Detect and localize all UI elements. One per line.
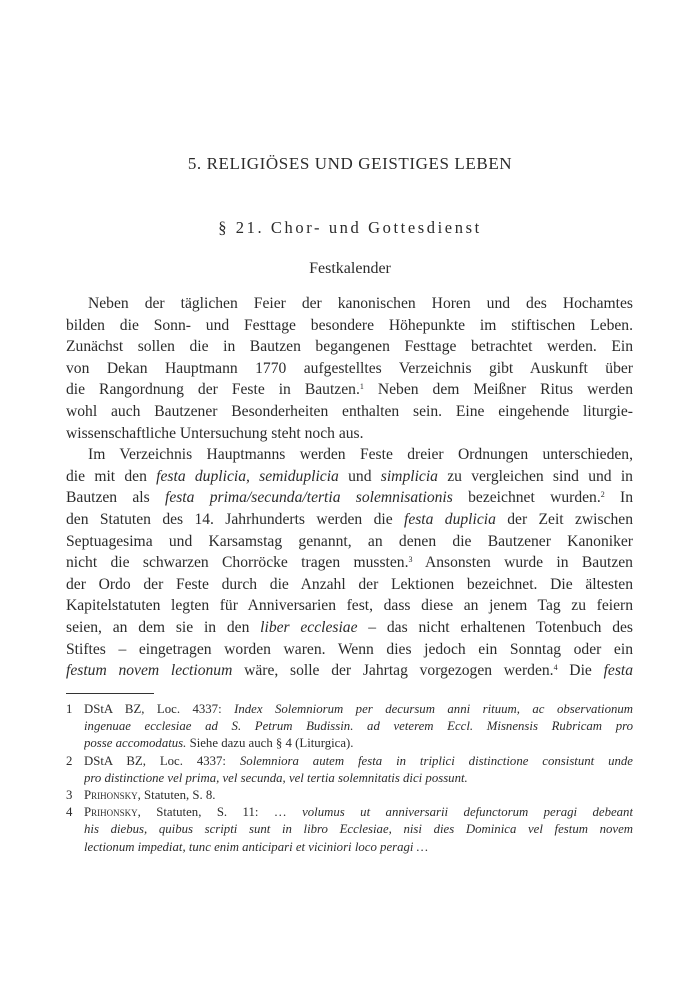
chapter-title: 5. RELIGIÖSES UND GEISTIGES LEBEN [187, 154, 513, 173]
italic-text: posse accomodatus. [84, 736, 187, 751]
text: Stiftes – eingetragen worden waren. Wenn dies jedoch ein Sonntag oder ein [66, 640, 633, 658]
text: Neben der täglichen Feier der kanonischen Horen und des Hochamtes [88, 295, 633, 312]
footnote [66, 753, 633, 787]
footnote-line [84, 770, 633, 787]
section-title: § 21. Chor- und Gottesdienst [218, 218, 482, 237]
body-line [66, 423, 633, 445]
text: – das nicht erhaltenen Totenbuch des [357, 618, 633, 636]
body-line [66, 552, 633, 574]
text: und [338, 467, 381, 485]
footnote-ref[interactable]: 1 [359, 382, 364, 392]
body-line [66, 336, 633, 358]
body-line [66, 358, 633, 380]
text: von Dekan Hauptmann 1770 aufgestelltes Verzeichnis gibt Auskunft über [66, 359, 633, 377]
text: zu vergleichen sind und in [437, 467, 633, 485]
footnotes [66, 701, 633, 856]
body-line [66, 379, 633, 401]
italic-text: his diebus, quibus scripti sunt in libro Ecclesiae, nisi dies Dominica vel festum novem [84, 822, 633, 837]
body-line [66, 595, 633, 617]
text: DStA BZ, Loc. 4337: [84, 753, 240, 768]
italic-term: festa [603, 662, 633, 680]
footnote-line [84, 701, 633, 718]
text: den Statuten des 14. Jahrhunderts werden die [66, 510, 393, 528]
text: der Ordo der Feste durch die Anzahl der Lektionen bezeichnet. Die ältesten [66, 575, 633, 593]
text: die mit den [66, 467, 147, 485]
text: der Zeit zwischen [495, 510, 633, 528]
text: , Statuten, S. 11: … [137, 805, 303, 820]
text: Neben dem Meißner Ritus werden [363, 381, 633, 399]
text: wäre, solle der Jahrtag vorgezogen werden. [244, 662, 554, 680]
text: Bautzen als [66, 489, 150, 507]
footnote [66, 787, 633, 804]
italic-term: festa duplicia, semiduplicia [156, 467, 339, 485]
text: die Rangordnung der Feste in Bautzen. [66, 381, 360, 399]
footnote-divider [66, 693, 154, 694]
footnote-line [84, 839, 633, 856]
text: Kapitelstatuten legten für Anniversarien fest, dass diese an jenem Tag zu feiern [66, 597, 633, 615]
italic-term: simplicia [380, 467, 438, 485]
body-text [66, 293, 633, 682]
footnote-number: 1 [66, 702, 73, 716]
text: Siehe dazu auch § 4 (Liturgica). [186, 736, 354, 751]
body-line [66, 487, 633, 509]
text: bezeichnet wurden. [452, 489, 601, 507]
footnote-line [84, 804, 633, 821]
text: seien, an dem sie in den [66, 618, 250, 636]
footnote-ref[interactable]: 3 [408, 555, 413, 565]
body-line [66, 639, 633, 661]
footnote-line [84, 787, 633, 804]
italic-text: Index Solemniorum per decursum anni rituum, ac observationum [234, 702, 633, 716]
body-line [66, 509, 633, 531]
body-line [66, 315, 633, 337]
text: Die [557, 662, 604, 680]
body-line [66, 444, 633, 466]
body-line [66, 293, 633, 315]
text: Zunächst sollen die in Bautzen begangenen Festtage betrachtet werden. Ein [66, 338, 633, 356]
footnote-line [84, 718, 633, 735]
footnote-number: 2 [66, 753, 73, 768]
footnote [66, 804, 633, 856]
author-name: Prihonsky [84, 787, 138, 802]
footnote-line [84, 735, 633, 752]
italic-term: festa duplicia [403, 510, 496, 528]
italic-term: festum novem lectionum [66, 662, 233, 680]
italic-text: ingenuae ecclesiae ad S. Petrum Budissin. ad veterem Eccl. Misnensis Rubricam pro [84, 719, 633, 734]
body-line [66, 660, 633, 682]
body-line [66, 574, 633, 596]
footnote-line [84, 821, 633, 838]
footnote [66, 701, 633, 753]
italic-text: Solemniora autem festa in triplici distinctione consistunt unde [239, 753, 633, 768]
footnote-number: 4 [66, 805, 73, 820]
author-name: Prihonsky [84, 805, 138, 820]
text: In [604, 489, 633, 507]
body-line [66, 401, 633, 423]
footnote-line [84, 753, 633, 770]
italic-text: pro distinctione vel prima, vel secunda, vel tertia solemnitatis dici possunt. [84, 770, 468, 785]
italic-text: volumus ut anniversarii defunctorum peragi debeant [302, 805, 633, 820]
text: Ansonsten wurde in Bautzen [412, 554, 633, 572]
body-line [66, 617, 633, 639]
text: wissenschaftliche Untersuchung steht noch aus. [66, 424, 364, 442]
footnote-number: 3 [66, 787, 73, 802]
text: wohl auch Bautzener Besonderheiten enthalten sein. Eine eingehende liturgie- [66, 402, 633, 420]
body-line [66, 531, 633, 553]
subsection-title: Festkalender [309, 260, 391, 277]
text: nicht die schwarzen Chorröcke tragen mussten. [66, 554, 409, 572]
text: DStA BZ, Loc. 4337: [84, 702, 235, 716]
footnote-ref[interactable]: 4 [553, 663, 558, 673]
text: bilden die Sonn- und Festtage besondere Höhepunkte im stiftischen Leben. [66, 316, 633, 334]
footnote-ref[interactable]: 2 [600, 490, 605, 500]
body-line [66, 466, 633, 488]
italic-text: lectionum impediat, tunc enim anticipari et viciniori loco peragi … [84, 839, 429, 854]
text: Im Verzeichnis Hauptmanns werden Feste dreier Ordnungen unterschieden, [88, 446, 633, 464]
text: Septuagesima und Karsamstag genannt, an denen die Bautzener Kanoniker [66, 532, 633, 550]
italic-term: festa prima/secunda/tertia solemnisationis [164, 489, 453, 507]
text: , Statuten, S. 8. [137, 787, 216, 802]
italic-term: liber ecclesiae [260, 618, 358, 636]
